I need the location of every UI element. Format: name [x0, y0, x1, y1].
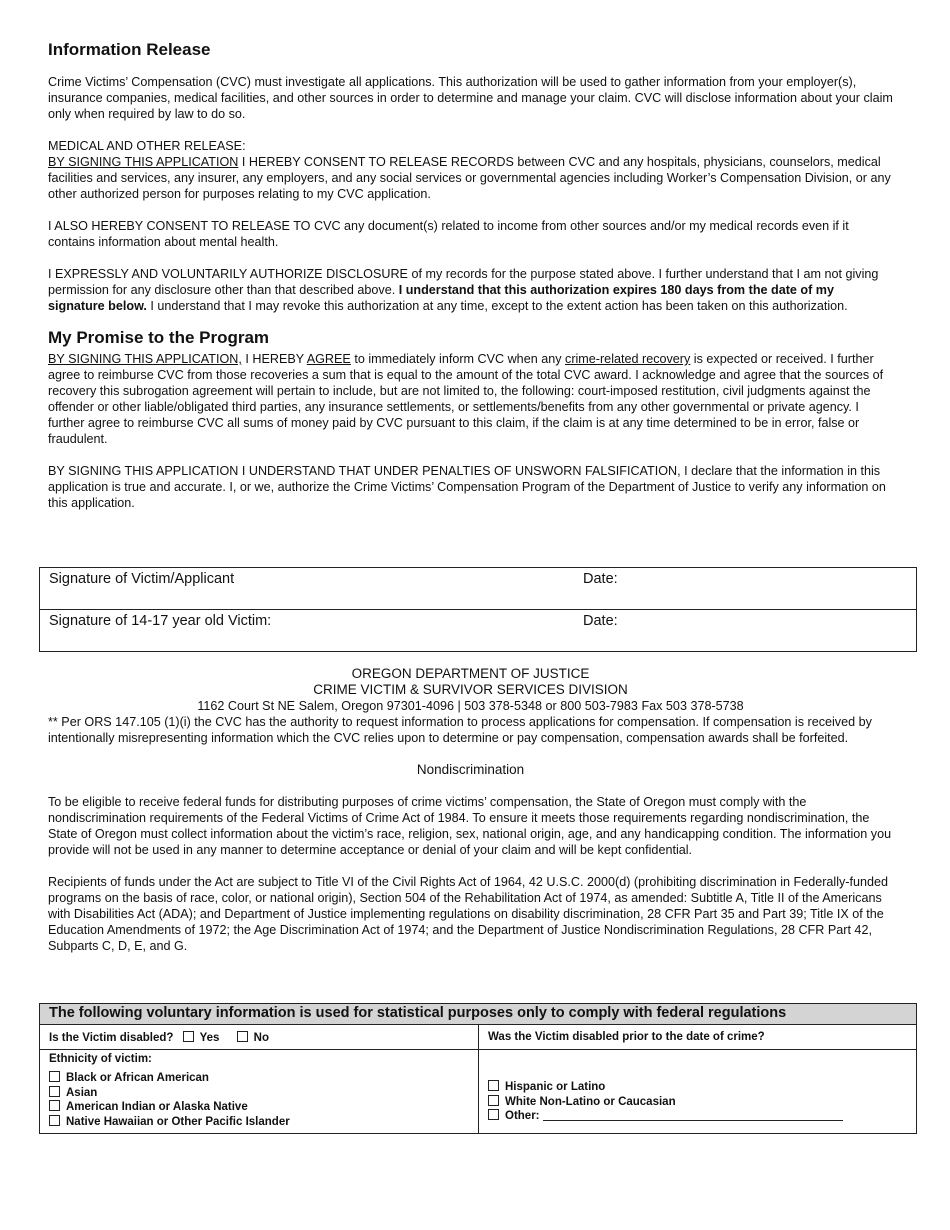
disabled-prior-question: Was the Victim disabled prior to the date of crime? [488, 1031, 765, 1043]
agree-word: AGREE [306, 352, 351, 366]
minor-signature-row[interactable] [40, 609, 916, 651]
other-ethnicity-field[interactable] [543, 1110, 843, 1121]
statistics-table [39, 1003, 917, 1134]
ethnicity-left-cell [40, 1050, 479, 1133]
signature-table [39, 567, 917, 652]
promise-lead: BY SIGNING THIS APPLICATION, [48, 352, 242, 366]
expiry-notice: I understand that this authorization expires 180 days from the date of my signature below. [48, 283, 834, 313]
ethnicity-right-cell [479, 1050, 916, 1133]
agency-division: CRIME VICTIM & SURVIVOR SERVICES DIVISION [313, 682, 628, 697]
ethnicity-checkbox[interactable] [49, 1071, 60, 1082]
ethnicity-option-other[interactable] [488, 1109, 907, 1124]
disabled-question-cell [40, 1025, 479, 1049]
expressly-paragraph [48, 266, 893, 314]
medical-release-paragraph [48, 154, 893, 202]
nondiscrimination-paragraph-2: Recipients of funds under the Act are subject to Title VI of the Civil Rights Act of 1964, 42 U.S.C. 2000(d) (prohibiting discrimination in Federally-funded programs on the basis of race, color, or national origin), Section 504 of the Rehabilitation Act of 1974, as amended: Subtitle A, Title II of the Americans with Disabilities Act (ADA); and Department of Justice implementing regulations on disability discrimination, 28 CFR Part 35 and Part 39; Title IX of the Education Amendments of 1972; the Age Discrimination Act of 1974; and the Department of Justice Nondiscrimination Regulations, 28 CFR Part 42, Subparts C, D, E, and G. [48, 875, 889, 953]
medical-body: I HEREBY CONSENT TO RELEASE RECORDS between CVC and any hospitals, physicians, counselors, medical facilities and services, any insurer, any employers, and any social services or governmental agencies including Worker’s Compensation Division, or any other authorized person for purposes relating to my CVC application. [48, 155, 891, 201]
disability-row [40, 1025, 916, 1050]
promise-paragraph [48, 351, 893, 447]
ethnicity-option-label: Hispanic or Latino [505, 1081, 606, 1093]
victim-signature-row[interactable] [40, 568, 916, 609]
ethnicity-checkbox[interactable] [49, 1115, 60, 1126]
medical-heading: MEDICAL AND OTHER RELEASE: [48, 139, 246, 153]
expressly-text-b: I understand that I may revoke this authorization at any time, except to the extent action has been taken on this authorization. [146, 299, 848, 313]
victim-signature-label: Signature of Victim/Applicant [49, 571, 235, 587]
ethnicity-checkbox[interactable] [488, 1109, 499, 1120]
disabled-yes-checkbox[interactable] [183, 1031, 194, 1042]
minor-date-label: Date: [583, 613, 618, 629]
info-release-title: Information Release [48, 40, 211, 59]
ethnicity-option-label: White Non-Latino or Caucasian [505, 1095, 676, 1108]
ors-note: ** Per ORS 147.105 (1)(i) the CVC has the authority to request information to process applications for compensation. If compensation is received by intentionally misrepresenting information which the CVC relies upon to determine or pay compensation, compensation awards shall be forfeited. [48, 715, 872, 745]
promise-text-2: to immediately inform CVC when any [350, 352, 566, 366]
ethnicity-option[interactable] [49, 1100, 469, 1115]
agency-name: OREGON DEPARTMENT OF JUSTICE [351, 666, 590, 681]
ethnicity-option-label: American Indian or Alaska Native [66, 1101, 248, 1113]
medical-lead: BY SIGNING THIS APPLICATION [48, 155, 239, 169]
ethnicity-option[interactable] [488, 1080, 907, 1095]
expressly-text-a: I EXPRESSLY AND VOLUNTARILY AUTHORIZE DISCLOSURE of my records for the purpose stated above. I further understand that I am not giving permission for any disclosure other than that described above. [48, 267, 879, 297]
disabled-no-checkbox[interactable] [237, 1031, 248, 1042]
ethnicity-checkbox[interactable] [49, 1100, 60, 1111]
promise-text-3: is expected or received. I further agree to reimburse CVC from those recoveries a sum that is equal to the amount of the total CVC award. I acknowledge and agree that the sources of recovery this subrogation agreement will pertain to include, but are not limited to, the following: court-imposed restitution, civil judgments against the offender or other liable/obligated third parties, any insurance settlements, or settlements/benefits from any other governmental or private agency. I further agree to reimburse CVC all sums of money paid by CVC pursuant to this claim, if the claim is at any time determined to be in error, false or fraudulent. [48, 352, 884, 446]
disabled-question: Is the Victim disabled? [49, 1032, 174, 1044]
nondiscrimination-title: Nondiscrimination [416, 762, 525, 777]
ethnicity-checkbox[interactable] [488, 1080, 499, 1091]
ethnicity-option-label: Other: [505, 1110, 540, 1122]
crime-related-recovery: crime-related recovery [565, 352, 691, 366]
ethnicity-option-label: Native Hawaiian or Other Pacific Islander [66, 1115, 290, 1128]
ethnicity-checkbox[interactable] [488, 1095, 499, 1106]
disabled-yes-label: Yes [199, 1032, 220, 1044]
info-release-intro: Crime Victims’ Compensation (CVC) must investigate all applications. This authorization will be used to gather information from your employer(s), insurance companies, medical facilities, and other sources in order to determine and manage your claim. CVC will disclose information about your claim only when required by law to do so. [48, 75, 893, 121]
minor-signature-label: Signature of 14-17 year old Victim: [49, 613, 272, 629]
ethnicity-label: Ethnicity of victim: [49, 1053, 152, 1065]
agency-address: 1162 Court St NE Salem, Oregon 97301-4096 | 503 378-5348 or 800 503-7983 Fax 503 378-5738 [197, 699, 744, 713]
statistics-header: The following voluntary information is used for statistical purposes only to comply with federal regulations [40, 1004, 916, 1025]
ethnicity-option[interactable] [488, 1095, 907, 1110]
ethnicity-option[interactable] [49, 1115, 469, 1130]
ethnicity-row [40, 1050, 916, 1133]
ethnicity-option-label: Asian [66, 1086, 98, 1099]
disabled-no-label: No [253, 1032, 269, 1044]
document-body [48, 40, 893, 511]
victim-date-label: Date: [583, 571, 618, 587]
ethnicity-checkbox[interactable] [49, 1086, 60, 1097]
penalties-paragraph: BY SIGNING THIS APPLICATION I UNDERSTAND THAT UNDER PENALTIES OF UNSWORN FALSIFICATION, I declare that the information in this application is true and accurate. I, or we, authorize the Crime Victims’ Compensation Program of the Department of Justice to verify any information on this application. [48, 464, 886, 510]
disabled-prior-cell [479, 1025, 916, 1049]
ethnicity-option-label: Black or African American [66, 1072, 209, 1084]
agency-block [48, 666, 893, 954]
ethnicity-option[interactable] [49, 1086, 469, 1101]
promise-text-1: I HEREBY [241, 352, 307, 366]
promise-title: My Promise to the Program [48, 328, 270, 347]
also-consent-paragraph: I ALSO HEREBY CONSENT TO RELEASE TO CVC any document(s) related to income from other sources and/or my medical records even if it contains information about mental health. [48, 219, 849, 249]
ethnicity-option[interactable] [49, 1071, 469, 1086]
nondiscrimination-paragraph-1: To be eligible to receive federal funds for distributing purposes of crime victims’ compensation, the State of Oregon must comply with the nondiscrimination requirements of the Federal Victims of Crime Act of 1984. To ensure it meets those requirements regarding nondiscrimination, the State of Oregon must collect information about the victim’s race, religion, sex, national origin, age, and any handicapping condition. The information you provide will not be used in any manner to determine acceptance or denial of your claim and will be kept confidential. [48, 795, 892, 857]
